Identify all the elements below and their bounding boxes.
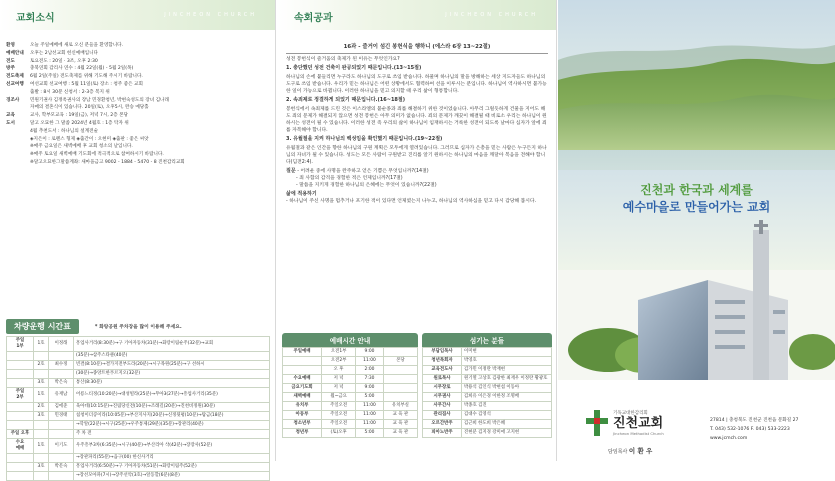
- staff-title: 섬기는 분들: [422, 333, 552, 347]
- worship-place: 교 육 관: [383, 429, 417, 438]
- left-header: [0, 0, 275, 30]
- notice-category: 전도: [6, 58, 15, 64]
- notice-item: [6, 73, 275, 81]
- worship-name: 금요기도회: [283, 384, 322, 393]
- notice-category: 방주: [6, 66, 15, 72]
- landscape-illustration: [558, 0, 835, 461]
- staff-row: [423, 393, 552, 402]
- worship-name: 주일예배: [283, 348, 322, 357]
- church-subtitle: JINCHEON CHURCH: [164, 12, 257, 18]
- vehicle-driver: 김에준: [49, 403, 74, 412]
- worship-place: 본당: [383, 357, 417, 366]
- notice-category: 환영: [6, 43, 15, 48]
- notice-category: 전도축제: [6, 74, 24, 80]
- vehicle-service: 주일 오후: [7, 430, 34, 439]
- vehicle-driver: [49, 454, 74, 463]
- notice-text: 오후는 2남선교회 헌신예배입니다: [30, 50, 98, 56]
- worship-place: [383, 348, 417, 357]
- vehicle-service: 수요 예배: [7, 439, 34, 454]
- notice-item: [6, 42, 275, 50]
- vehicle-service: 주일 2부: [7, 388, 34, 403]
- vehicle-row: [7, 412, 270, 421]
- vehicle-service: [7, 379, 34, 388]
- notice-item: [6, 65, 275, 73]
- worship-session: 주일오전: [322, 402, 356, 411]
- vehicle-row: [7, 388, 270, 403]
- notice-item: [6, 81, 275, 89]
- worship-session: 오전2부: [322, 357, 356, 366]
- vehicle-number: [34, 454, 49, 463]
- worship-row: [283, 375, 418, 384]
- vehicle-row: [7, 370, 270, 379]
- pastor-label: 담임목사: [608, 449, 628, 455]
- worship-time: 11:00: [356, 411, 384, 420]
- vehicle-route: →학알(22분)→시구(25분)→우주통제(29분)(35분)→장관리(40분): [74, 421, 270, 430]
- notice-category: [6, 151, 30, 159]
- vehicle-route: 빈결(8:10분)→결가지전부도라(20분)→시구목원(25분)→구 선하시: [74, 361, 270, 370]
- vehicle-route: 통산(8:30분): [74, 379, 270, 388]
- vehicle-number: 1호: [34, 337, 49, 352]
- worship-time: 11:00: [356, 420, 384, 429]
- worship-session: 오 후: [322, 366, 356, 375]
- notice-category: [6, 136, 30, 144]
- vehicle-title: 차량운행 시간표: [6, 319, 79, 334]
- church-name: 진천교회: [613, 416, 664, 431]
- worship-session: 주일오전: [322, 411, 356, 420]
- vehicle-driver: 이정래: [49, 337, 74, 352]
- notice-text: 여선교회 선교여행 : 5월 11일(토) 장소 : 청주 좋은 교회: [30, 81, 143, 87]
- vehicle-service: [7, 421, 34, 430]
- worship-table: [282, 347, 418, 438]
- vehicle-number: 3호: [34, 412, 49, 421]
- notice-item: [6, 112, 275, 120]
- worship-row: [283, 420, 418, 429]
- vehicle-driver: [49, 430, 74, 439]
- notices-title: 교회소식: [16, 13, 55, 24]
- notice-text: ※매주 토요일 새벽예배 기도회에 적극적으로 참여하시기 바랍니다.: [30, 152, 164, 158]
- vehicle-row: [7, 379, 270, 388]
- staff-role: 관리집사: [423, 411, 462, 420]
- worship-place: [383, 375, 417, 384]
- staff-table: [422, 347, 552, 438]
- church-phone: T. 043) 532-1076 F. 043) 533-2223: [710, 427, 790, 432]
- staff-role: 오르간반주: [423, 420, 462, 429]
- staff-names: 김희유 이은경 이한정 조명배: [462, 393, 552, 402]
- vehicle-service: [7, 352, 34, 361]
- notice-category: 도서: [6, 120, 15, 126]
- vehicle-number: [34, 430, 49, 439]
- vehicle-number: 2호: [34, 361, 49, 370]
- worship-place: 교 육 관: [383, 411, 417, 420]
- staff-role: 시무권사: [423, 393, 462, 402]
- vehicle-route: (35분)→삼주스타클(40분): [74, 352, 270, 361]
- vehicle-driver: 최수정: [49, 361, 74, 370]
- contact-block: [710, 416, 832, 443]
- worship-name: [283, 357, 322, 366]
- pastor-line: [608, 446, 652, 455]
- worship-name: 청소년부: [283, 420, 322, 429]
- staff-row: [423, 429, 552, 438]
- vehicle-number: [34, 472, 49, 481]
- vehicle-route: 흥업사거리(6:50분)→구 기아자동차(51분)→화랑이림주(52분): [74, 463, 270, 472]
- notice-item: [6, 120, 275, 128]
- notice-text: ◈지은이 : 로렌스 형제 ◈출간이 : 오현미 ◈출판 : 좋은 씨앗: [30, 136, 149, 142]
- notice-item: [6, 143, 275, 151]
- worship-row: [283, 348, 418, 357]
- vehicle-service: 주일 1부: [7, 337, 34, 352]
- worship-place: [383, 384, 417, 393]
- worship-place: 교 육 관: [383, 420, 417, 429]
- notice-category: [6, 89, 30, 97]
- notice-item: [6, 128, 275, 136]
- point-1-body: 하나님의 손에 붙들리면 누구라도 하나님의 도구로 쓰임 받습니다. 하물며 하나님의 말을 방해하는 세상 지도자들도 하나님의 도구로 쓰임 받습니다. 우리가 믿는 하나님은 어떤 상황에서도 협력하여 선을 이루시는 분입니다. 하나님이 역사하시면 불가능한 일이 가능으로 바뀝니다. 이러한 하나님을 믿고 의지할 때 우리 삶이 형통합니다.: [286, 75, 547, 94]
- worship-time: 2:00: [356, 366, 384, 375]
- vehicle-row: [7, 352, 270, 361]
- vehicle-route: 우주흥부3차(6:35분)→시구(40분)→부산리아 삭(42분)→장장사(52분): [74, 439, 270, 454]
- vehicle-row: [7, 454, 270, 463]
- staff-row: [423, 384, 552, 393]
- worship-row: [283, 384, 418, 393]
- staff-names: 박용석 김인식 박현섭 이동아: [462, 384, 552, 393]
- vehicle-row: [7, 361, 270, 370]
- staff-row: [423, 402, 552, 411]
- notice-item: [6, 136, 275, 144]
- worship-row: [283, 357, 418, 366]
- application-label: 삶에 적용하기: [286, 191, 317, 197]
- vehicle-route: 주 차 전: [74, 430, 270, 439]
- notice-category: 선교여행: [6, 81, 24, 87]
- vehicle-number: [34, 370, 49, 379]
- staff-names: 김근희 한도희 박은혜: [462, 420, 552, 429]
- vehicle-number: 1호: [34, 439, 49, 454]
- vehicle-driver: 박문숙: [49, 463, 74, 472]
- notice-category: 교육: [6, 113, 15, 119]
- staff-role: 시무장로: [423, 384, 462, 393]
- church-website[interactable]: www.jcmch.com: [710, 436, 748, 441]
- worship-time: 11:00: [356, 357, 384, 366]
- notice-text: 6월 2일(주일) 전도축제를 위해 기도해 주시기 바랍니다.: [30, 74, 143, 80]
- vehicle-driver: [49, 421, 74, 430]
- staff-names: 이미현: [462, 348, 552, 357]
- worship-row: [283, 366, 418, 375]
- vehicle-note: * 화랑공원 주차장을 많이 이용해 주세요.: [94, 325, 182, 330]
- vehicle-number: 1호: [34, 388, 49, 403]
- notice-text: ※달고오묘한그말씀계좌: 새마을금고 9002 - 1884 - 5470 - 8 진천감리교회: [30, 159, 185, 165]
- worship-name: 수요예배: [283, 375, 322, 384]
- vehicle-route: →장관파리(55분)→읍구(00) 한신사거리: [74, 454, 270, 463]
- worship-name: 유치부: [283, 402, 322, 411]
- notice-text: 달고 오묘한 그 말씀 2024년 4월호 : 1층 탁자 위: [30, 120, 129, 126]
- vehicle-row: [7, 472, 270, 481]
- notice-text: 토요전도 : 20일 · 3조, 오후 2:30: [30, 58, 98, 64]
- church-subtitle-middle: JINCHEON CHURCH: [445, 12, 538, 18]
- point-3-body: 유월절과 같은 인간을 향한 하나님의 구원 계획은 모두에게 열려있습니다. 그러므로 십자가 은총을 믿는 사람은 누구든지 하나님의 자녀가 될 수 있습니다. 성도는 모든 사람이 구원받고 진리를 알기 원하시는 하나님의 마음을 깨달아 복음을 전해야 합니다(딤전2:4).: [286, 146, 547, 165]
- slogan-line-1: 진천과 한국과 세계를: [640, 183, 753, 197]
- vehicle-service: [7, 370, 34, 379]
- worship-session: 오전1부: [322, 348, 356, 357]
- notice-item: [6, 58, 275, 66]
- notice-category: [6, 159, 30, 167]
- worship-place: 유치부실: [383, 402, 417, 411]
- vehicle-number: 2호: [34, 403, 49, 412]
- notice-category: [6, 128, 30, 136]
- denomination: 기독교대한감리회: [613, 411, 648, 416]
- vehicle-service: [7, 454, 34, 463]
- vehicle-table: [6, 336, 270, 481]
- notice-text: 자매의 결혼식이 있습니다. 20일(토), 오후5시, 완승 예당홀: [30, 105, 149, 111]
- staff-names: 진현분 김지경 강미애 고지현: [462, 429, 552, 438]
- notice-category: [6, 143, 30, 151]
- notice-text: 민원기권사 김정옥권사의 장남 민경환청년, 박현숙성도의 장녀 김나래: [30, 97, 169, 103]
- notice-item: [6, 104, 275, 112]
- vehicle-number: 3호: [34, 379, 49, 388]
- vehicle-route: 어룡느티정(10:20분)→대성빌라(25분)→무아3(27분)→흥업사거리(35분): [74, 388, 270, 403]
- notice-item: [6, 89, 275, 97]
- staff-row: [423, 375, 552, 384]
- point-3-heading: 3. 유월절을 지켜 하나님의 백성임을 확인했기 때문입니다.(19~22절): [286, 136, 443, 142]
- vehicle-driver: [49, 370, 74, 379]
- vehicle-row: [7, 403, 270, 412]
- staff-role: 교육전도사: [423, 366, 462, 375]
- staff-role: 청년목회자: [423, 357, 462, 366]
- notice-item: [6, 159, 275, 167]
- staff-names: 박영호: [462, 357, 552, 366]
- worship-name: 새벽예배: [283, 393, 322, 402]
- pastor-name: 이 환 우: [628, 447, 653, 455]
- middle-panel: [278, 0, 557, 461]
- notice-text: 오늘 주일예배에 새로 오신 분들을 환영합니다.: [30, 43, 124, 48]
- worship-session: 월~금요: [322, 393, 356, 402]
- question-label: 질문: [286, 168, 296, 174]
- notice-item: [6, 97, 275, 105]
- vehicle-service: [7, 463, 34, 472]
- worship-row: [283, 411, 418, 420]
- point-2-body: 봉헌식에서 속죄제를 드린 것은 이스라엘의 불순종과 죄를 해결하기 위한 것이었습니다. 아무리 그럴듯하게 건물을 지어도 해도 죄의 문제가 해결되지 않으면 성전 봉헌은 아무 의미가 없습니다. 죄의 문제가 깨끗이 해결될 때 비로소 우리는 하나님이 원하시는 성전이 될 수 있습니다. 이러한 성전 즉 우리의 삶이 하나님이 임재하시는 거룩한 성전이 되도록 날마다 십자가 앞에 죄를 자복해야 합니다.: [286, 107, 547, 133]
- vehicle-route: 흥업사거리(8:30분)→구 기아자동차(31분)→화랑이림순주(32분)→교회: [74, 337, 270, 352]
- lesson-title: 16과 - 즐거이 섬긴 봉헌식을 행하니 (에스라 6장 13~22절): [286, 44, 548, 54]
- question-1: - 어려운 중에 사명을 완주하고 얻은 기쁨은 무엇입니까?(14절): [297, 169, 429, 174]
- worship-time: 9:00: [356, 384, 384, 393]
- notice-item: [6, 151, 275, 159]
- worship-session: 저 녁: [322, 375, 356, 384]
- vehicle-route: (30분)→종앙트한푸르지오(32분): [74, 370, 270, 379]
- vehicle-row: [7, 337, 270, 352]
- notice-text: 충북연회 감리사 연수 : 4월 22일(월) - 5월 2일(목): [30, 66, 134, 72]
- worship-row: [283, 402, 418, 411]
- vehicle-route: 육아데(10:15분)→진림당신전(10분)→조례길(20분)→진천비정원(30분): [74, 403, 270, 412]
- vehicle-service: [7, 412, 34, 421]
- vehicle-row: [7, 439, 270, 454]
- vehicle-driver: [49, 472, 74, 481]
- lesson-section-title: 속회공과: [294, 13, 333, 24]
- vehicle-driver: 민경태: [49, 412, 74, 421]
- vehicle-number: [34, 352, 49, 361]
- worship-box: [282, 333, 418, 438]
- vehicle-service: [7, 472, 34, 481]
- worship-session: 주일오전: [322, 420, 356, 429]
- worship-name: 아동부: [283, 411, 322, 420]
- middle-header: [278, 0, 556, 30]
- notice-text: 4월 추천도서 : 하나님의 설계전술: [30, 128, 99, 134]
- notice-list: [6, 42, 275, 167]
- worship-place: [383, 366, 417, 375]
- left-panel: [0, 0, 276, 478]
- worship-time: 11:00: [356, 402, 384, 411]
- staff-row: [423, 357, 552, 366]
- staff-names: 김가민 이정란 박재현: [462, 366, 552, 375]
- worship-name: 청년부: [283, 429, 322, 438]
- vehicle-service: [7, 361, 34, 370]
- staff-role: 사무간사: [423, 402, 462, 411]
- worship-time: 5:00: [356, 429, 384, 438]
- notice-category: 예배안내: [6, 50, 24, 56]
- slogan-line-2: 예수마을로 만들어가는 교회: [622, 200, 771, 214]
- worship-title: 예배시간 안내: [282, 333, 418, 347]
- worship-session: 저 녁: [322, 384, 356, 393]
- vehicle-number: 3호: [34, 463, 49, 472]
- notice-text: 교사, 학부모교육 : 19일(금), 저녁 7시, 2층 본당: [30, 113, 128, 119]
- staff-box: [422, 333, 552, 438]
- notice-category: [6, 104, 30, 112]
- worship-session: (토)오후: [322, 429, 356, 438]
- vehicle-section: [6, 319, 270, 481]
- vehicle-driver: 이기도: [49, 439, 74, 454]
- notice-text: 출발 : 8시 30분 신청서 : 2-3층 복지 위: [30, 89, 110, 95]
- point-2-heading: 2. 속죄제로 정결하게 되었기 때문입니다.(16~18절): [286, 97, 406, 103]
- staff-row: [423, 420, 552, 429]
- worship-time: 9:00: [356, 348, 384, 357]
- notice-item: [6, 50, 275, 58]
- vehicle-route: 침청이더콩이라(10:05분)→부산지사지(20분)→신정뒷평(10분)→탐금(18분): [74, 412, 270, 421]
- notice-category: 경조사: [6, 97, 20, 103]
- question-2: - 죄 사함의 감격을 경험한 적은 언제입니까?(17절): [296, 176, 403, 181]
- staff-row: [423, 411, 552, 420]
- worship-place: [383, 393, 417, 402]
- vehicle-driver: 박은숙: [49, 379, 74, 388]
- vehicle-route: →장선모아파(7시)→장주선악(3호)→알동할(6분)(8분): [74, 472, 270, 481]
- staff-names: 박종호 김진: [462, 402, 552, 411]
- cross-logo-icon: [586, 410, 608, 436]
- lesson-content: [286, 44, 548, 205]
- point-1-heading: 1. 충단했던 성전 건축이 완공되었기 때문입니다.(13~15절): [286, 65, 422, 71]
- vehicle-row: [7, 421, 270, 430]
- application-body: - 하나님이 주신 사명을 멈추거나 포기한 적이 있다면 언제였는지 나누고, 하나님의 역사하심을 믿고 다시 감당해 봅시다.: [286, 199, 537, 204]
- staff-row: [423, 348, 552, 357]
- staff-names: 원기열 고상호 김광한 최재우 이정란 황광호: [462, 375, 552, 384]
- worship-row: [283, 429, 418, 438]
- staff-role: 부담임목사: [423, 348, 462, 357]
- vehicle-driver: 유재남: [49, 388, 74, 403]
- vehicle-service: [7, 403, 34, 412]
- worship-name: [283, 366, 322, 375]
- cover-panel: [558, 0, 835, 461]
- notice-text: ※매주 금요일은 새벽예배 후 교회 청소의 날입니다.: [30, 144, 133, 150]
- staff-row: [423, 366, 552, 375]
- staff-role: 피아노반주: [423, 429, 462, 438]
- vehicle-row: [7, 463, 270, 472]
- worship-time: 7:30: [356, 375, 384, 384]
- vehicle-row: [7, 430, 270, 439]
- church-eng-name: Jincheon Methodist Church: [613, 431, 664, 436]
- vehicle-number: [34, 421, 49, 430]
- staff-role: 원로목사: [423, 375, 462, 384]
- worship-row: [283, 393, 418, 402]
- church-logo-block: [586, 410, 664, 436]
- church-address: 27814 | 충청북도 진천군 진천읍 문화길 27: [710, 418, 799, 423]
- vehicle-driver: [49, 352, 74, 361]
- worship-time: 5:00: [356, 393, 384, 402]
- slogan: [558, 182, 835, 216]
- lesson-intro: 성전 봉헌식이 즐거움의 축제가 된 이유는 무엇인가요?: [286, 57, 400, 62]
- question-3: - 말씀을 지키게 경험한 하나님의 은혜에는 무엇이 있습니까?(22절): [296, 183, 437, 188]
- staff-names: 김대수 김영석: [462, 411, 552, 420]
